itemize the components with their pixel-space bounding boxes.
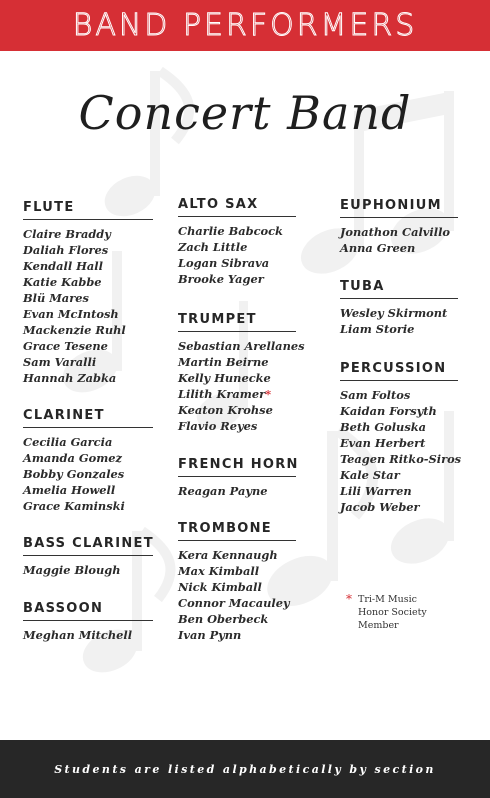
section-flute	[23, 200, 153, 386]
section-clarinet	[23, 408, 153, 514]
performer-name: Liam Storie	[340, 322, 415, 336]
performer-name	[178, 386, 296, 402]
section-title-bassoon: BASSOON	[23, 601, 153, 621]
legend-text: Tri-M Music Honor Society Member	[358, 594, 427, 631]
performer-name: Flavio Reyes	[178, 419, 258, 433]
performer-name: Brooke Yager	[178, 272, 264, 286]
performer-name: Sam Foltos	[340, 388, 411, 402]
performer-name: Max Kimball	[178, 564, 260, 578]
section-title-clarinet: CLARINET	[23, 408, 153, 428]
bass-clarinet-names	[23, 562, 153, 578]
performer-name: Sam Varalli	[23, 355, 97, 369]
performer-name: Nick Kimball	[178, 580, 262, 594]
performer-name: Jacob Weber	[340, 500, 420, 514]
performer-name: Maggie Blough	[23, 563, 121, 577]
performer-name: Keaton Krohse	[178, 403, 273, 417]
performer-name: Blü Mares	[23, 291, 89, 305]
performer-name: Daliah Flores	[23, 243, 109, 257]
performer-name: Kale Star	[340, 468, 400, 482]
performer-name: Claire Braddy	[23, 227, 111, 241]
performer-name: Amelia Howell	[23, 483, 116, 497]
section-french-horn	[178, 457, 299, 499]
footer-note: Students are listed alphabetically by section	[54, 762, 436, 776]
tuba-names	[340, 305, 458, 337]
performer-name: Mackenzie Ruhl	[23, 323, 126, 337]
performer-name: Grace Tesene	[23, 339, 108, 353]
performer-name: Jonathon Calvillo	[340, 225, 451, 239]
section-euphonium	[340, 198, 458, 256]
performer-name: Kelly Hunecke	[178, 371, 271, 385]
section-title-alto-sax: ALTO SAX	[178, 197, 296, 217]
section-trombone	[178, 521, 296, 643]
section-trumpet	[178, 312, 305, 434]
section-title-percussion: PERCUSSION	[340, 361, 458, 381]
performer-name: Beth Goluska	[340, 420, 427, 434]
performer-name: Charlie Babcock	[178, 224, 283, 238]
euphonium-names	[340, 224, 458, 256]
performer-name: Ben Oberbeck	[178, 612, 269, 626]
alto-sax-names	[178, 223, 296, 287]
concert-band-title: Concert Band	[78, 86, 412, 140]
section-title-trombone: TROMBONE	[178, 521, 296, 541]
bassoon-names	[23, 627, 153, 643]
performer-name: Amanda Gomez	[23, 451, 122, 465]
performer-name: Reagan Payne	[178, 484, 268, 498]
header-title: BAND PERFORMERS	[72, 8, 418, 43]
section-tuba	[340, 279, 458, 337]
performer-name: Connor Macauley	[178, 596, 290, 610]
tri-m-legend	[346, 593, 438, 632]
performer-name-text: Lilith Kramer	[178, 387, 266, 401]
header-banner	[0, 0, 490, 51]
performer-name: Grace Kaminski	[23, 499, 125, 513]
section-title-french-horn: FRENCH HORN	[178, 457, 296, 477]
flute-names	[23, 226, 153, 386]
section-alto-sax	[178, 197, 296, 287]
performer-name: Sebastian Arellanes	[178, 339, 305, 353]
performer-name: Katie Kabbe	[23, 275, 102, 289]
performer-name: Ivan Pynn	[178, 628, 242, 642]
performer-name: Kaidan Forsyth	[340, 404, 437, 418]
legend-marker: *	[346, 592, 352, 606]
performer-name: Meghan Mitchell	[23, 628, 133, 642]
percussion-names	[340, 387, 462, 515]
performer-name: Wesley Skirmont	[340, 306, 448, 320]
performer-name: Anna Green	[340, 241, 416, 255]
section-title-bass-clarinet: BASS CLARINET	[23, 536, 153, 556]
performer-name: Bobby Gonzales	[23, 467, 125, 481]
section-title-tuba: TUBA	[340, 279, 458, 299]
tri-m-marker: *	[265, 387, 272, 401]
footer-banner	[0, 740, 490, 798]
performer-name: Evan McIntosh	[23, 307, 119, 321]
performer-name: Zach Little	[178, 240, 248, 254]
section-title-euphonium: EUPHONIUM	[340, 198, 458, 218]
section-title-flute: FLUTE	[23, 200, 153, 220]
performer-name: Kendall Hall	[23, 259, 103, 273]
performer-name: Logan Sibrava	[178, 256, 270, 270]
clarinet-names	[23, 434, 153, 514]
french-horn-names	[178, 483, 296, 499]
performer-name: Martin Beirne	[178, 355, 269, 369]
performer-name: Cecilia Garcia	[23, 435, 113, 449]
performer-name: Lili Warren	[340, 484, 412, 498]
section-percussion	[340, 361, 462, 515]
performer-name: Hannah Zabka	[23, 371, 117, 385]
section-title-trumpet: TRUMPET	[178, 312, 296, 332]
performer-name: Evan Herbert	[340, 436, 426, 450]
trombone-names	[178, 547, 296, 643]
performer-name: Kera Kennaugh	[178, 548, 278, 562]
performer-name: Teagen Ritko-Siros	[340, 452, 462, 466]
trumpet-names	[178, 338, 305, 434]
section-bass-clarinet	[23, 536, 153, 578]
section-bassoon	[23, 601, 153, 643]
